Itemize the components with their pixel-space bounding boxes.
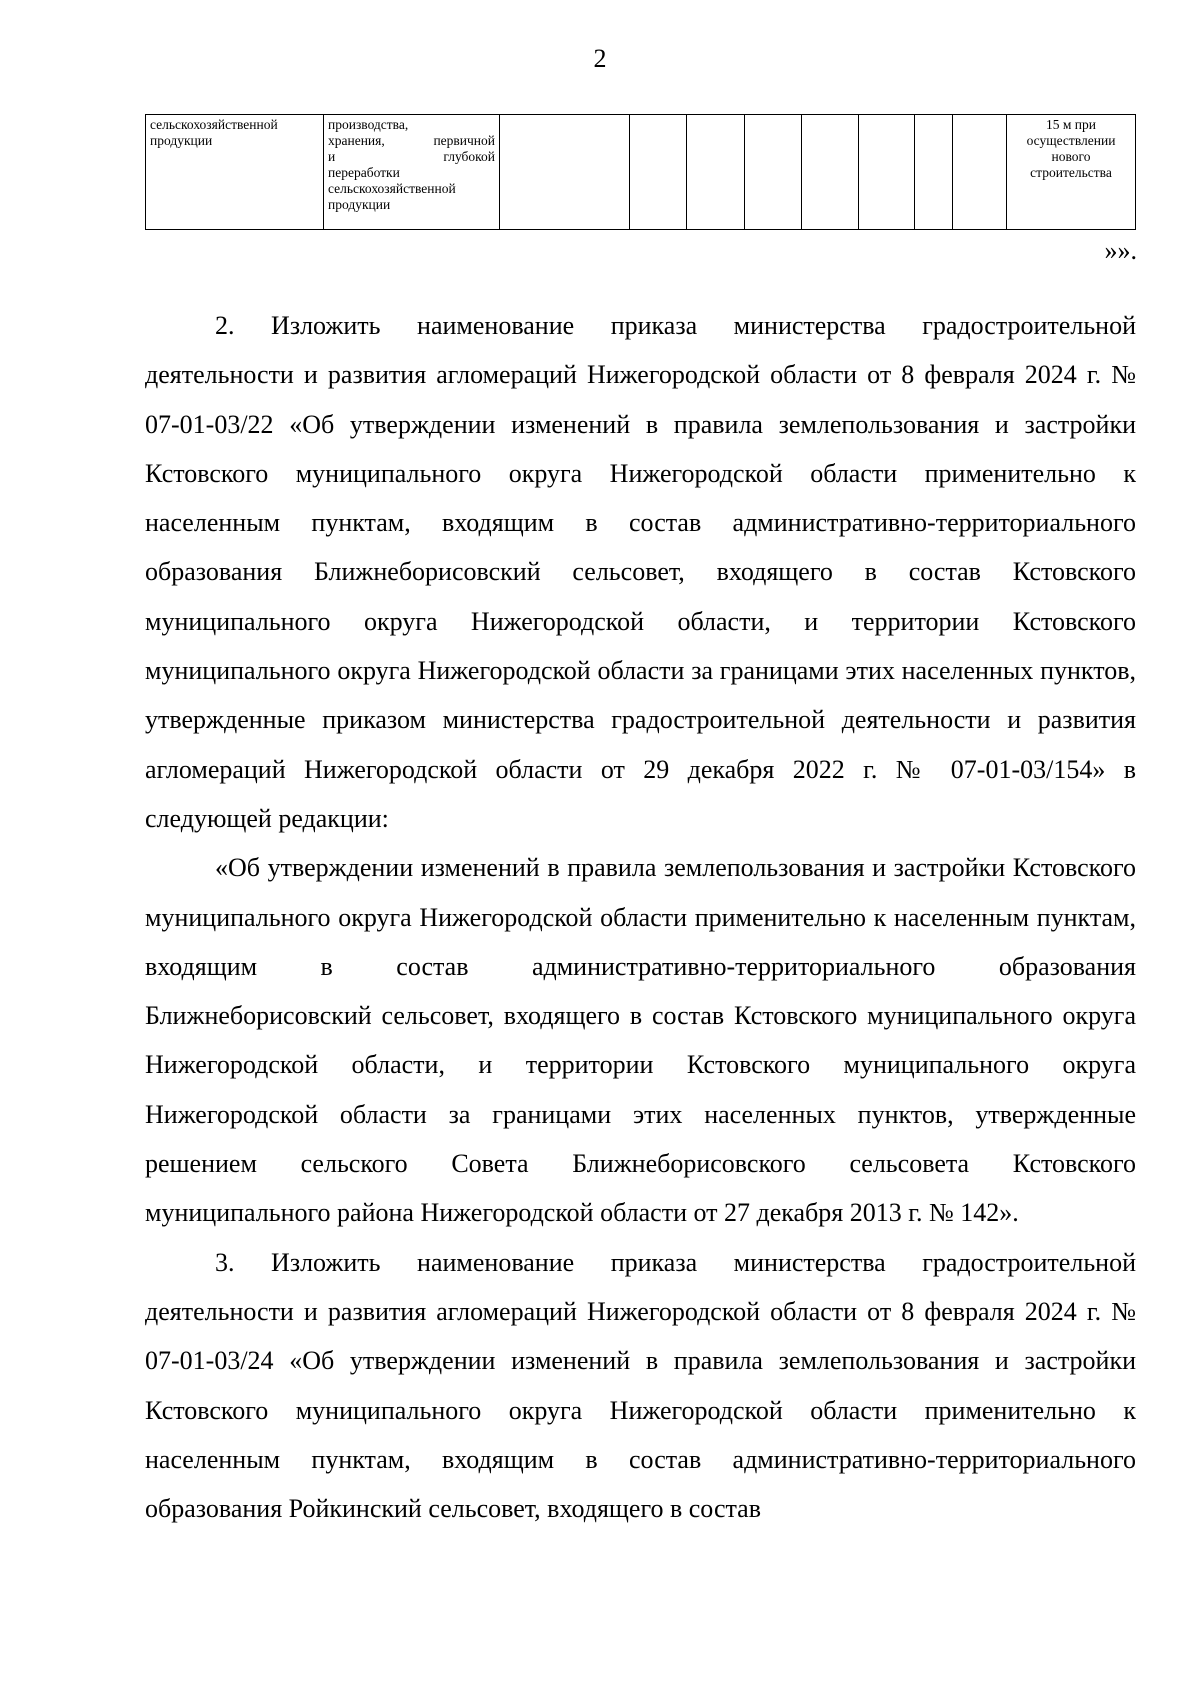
table-cell-line: переработки — [328, 165, 400, 180]
table-cell-setback — [1007, 115, 1136, 230]
zoning-table-fragment — [145, 114, 1136, 230]
closing-quote: »». — [1104, 236, 1137, 265]
table-cell-empty — [953, 115, 1007, 230]
table-row — [146, 115, 1136, 230]
paragraph-2: 2. Изложить наименование приказа министерства градостроительной деятельности и развития агломераций Нижегородской области от 8 февраля 2024 г. № 07-01-03/22 «Об утверждении изменений в правила землепользования и застройки Кстовского муниципального округа Нижегородской области применительно к населенным пунктам, входящим в состав административно-территориального образования Ближнеборисовский сельсовет, входящего в состав Кстовского муниципального округа Нижегородской области, и территории Кстовского муниципального округа Нижегородской области за границами этих населенных пунктов, утвержденные приказом министерства градостроительной деятельности и развития агломераций Нижегородской области от 29 декабря 2022 г. № 07-01-03/154» в следующей редакции: — [145, 311, 1136, 833]
body-text — [145, 301, 1136, 1533]
table-cell-line: продукции — [328, 197, 391, 212]
table-cell-line — [328, 133, 495, 149]
table-cell-line — [328, 149, 495, 165]
table-cell-zone-name — [146, 115, 324, 230]
word: первичной — [433, 133, 495, 148]
table-cell-empty — [687, 115, 745, 230]
page-number: 2 — [593, 44, 607, 73]
paragraph-3: 3. Изложить наименование приказа министерства градостроительной деятельности и развития агломераций Нижегородской области от 8 февраля 2024 г. № 07-01-03/24 «Об утверждении изменений в правила землепользования и застройки Кстовского муниципального округа Нижегородской области применительно к населенным пунктам, входящим в состав административно-территориального образования Ройкинский сельсовет, входящего в состав — [145, 1247, 1136, 1524]
table-cell-empty — [500, 115, 630, 230]
table-cell-empty — [630, 115, 687, 230]
table-cell-line: производства, — [328, 117, 409, 132]
table-cell-line: сельскохозяйственной — [328, 181, 456, 196]
word: и — [328, 149, 336, 164]
table-cell-empty — [915, 115, 953, 230]
table-cell-empty — [745, 115, 802, 230]
table-cell-text: сельскохозяйственной продукции — [150, 117, 278, 148]
table-cell-use-type — [324, 115, 500, 230]
table-cell-empty — [802, 115, 859, 230]
word: хранения, — [328, 133, 385, 148]
table-cell-text: 15 м при осуществлении нового строительства — [1026, 117, 1116, 180]
paragraph-2-quote: «Об утверждении изменений в правила землепользования и застройки Кстовского муниципального округа Нижегородской области применительно к населенным пунктам, входящим в состав административно-территориального образования Ближнеборисовский сельсовет, входящего в состав Кстовского муниципального округа Нижегородской области, и территории Кстовского муниципального округа Нижегородской области за границами этих населенных пунктов, утвержденные решением сельского Совета Ближнеборисовского сельсовета Кстовского муниципального района Нижегородской области от 27 декабря 2013 г. № 142». — [145, 853, 1136, 1228]
table-cell-empty — [859, 115, 915, 230]
word: глубокой — [443, 149, 495, 164]
